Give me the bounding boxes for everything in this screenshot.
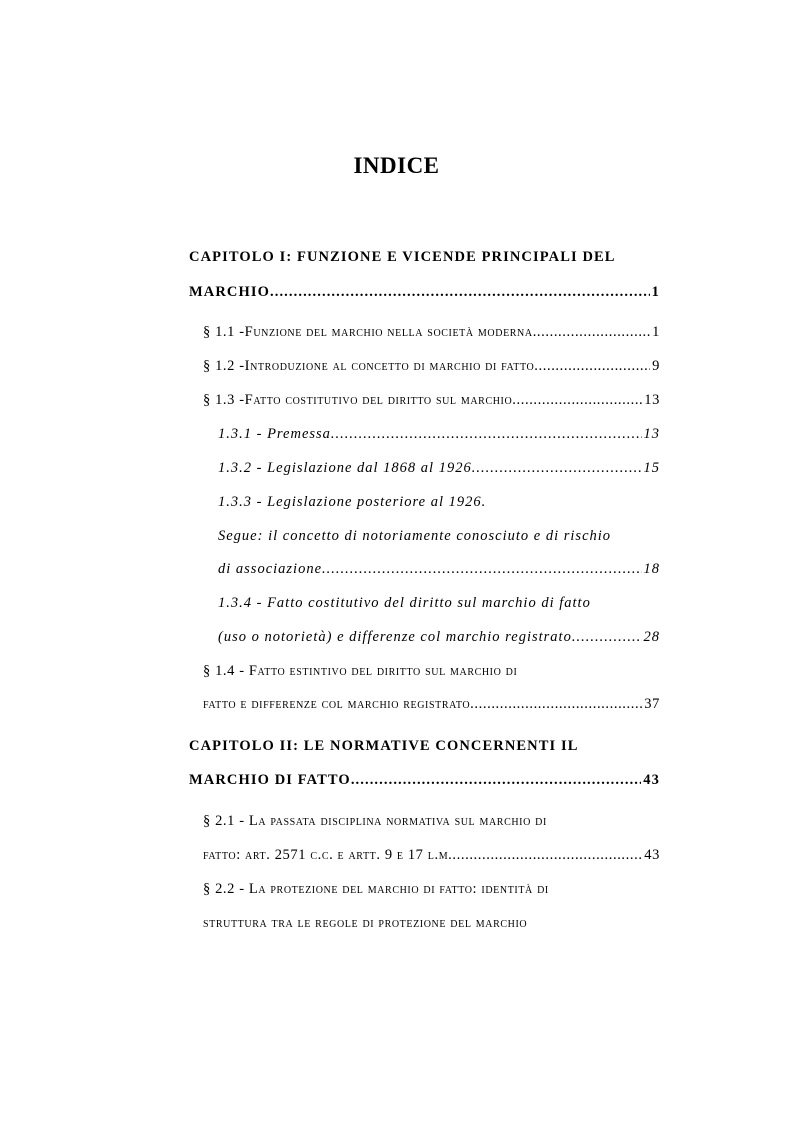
- leader-dots: [572, 627, 642, 647]
- section-number: § 2.1 -: [203, 813, 249, 829]
- page-number: 43: [644, 847, 660, 863]
- subsection-title: 1.3.1 - Premessa.: [218, 426, 336, 442]
- toc-entry-1-3-4[interactable]: [218, 627, 660, 647]
- chapter-1-entry[interactable]: [189, 282, 660, 302]
- subsection-1-3-4-line-1: 1.3.4 - Fatto costitutivo del diritto sul marchio di fatto: [218, 595, 591, 611]
- toc-entry-1-1[interactable]: [203, 322, 660, 342]
- page-number: 9: [652, 358, 660, 374]
- section-title: Fatto costitutivo del diritto sul marchio.: [244, 392, 517, 408]
- leader-dots: [476, 458, 641, 478]
- toc-entry-1-3-1[interactable]: [218, 424, 660, 444]
- section-number: § 1.2 -: [203, 358, 245, 374]
- section-title: La protezione del marchio di fatto: identità di: [248, 881, 549, 897]
- leader-dots: [537, 322, 650, 342]
- leader-dots: [336, 424, 642, 444]
- section-number: § 2.2 -: [203, 881, 249, 897]
- section-1-4-line-1: [203, 661, 517, 681]
- section-title: Fatto estintivo del diritto sul marchio di: [248, 663, 518, 679]
- page-number: 13: [643, 426, 660, 442]
- section-title: Funzione del marchio nella società moderna.: [244, 324, 537, 340]
- section-title-line-2: fatto: art. 2571 c.c. e artt. 9 e 17 l.m.: [203, 847, 453, 863]
- toc-entry-1-3-2[interactable]: [218, 458, 660, 478]
- section-number: § 1.3 -: [203, 392, 245, 408]
- page-number: 1: [651, 284, 660, 300]
- leader-dots: [331, 559, 641, 579]
- section-2-2-line-1: [203, 879, 549, 899]
- chapter-2-title-line-2: MARCHIO DI FATTO: [189, 772, 351, 788]
- toc-entry-1-3-3[interactable]: [218, 559, 660, 579]
- page-number: 43: [643, 772, 660, 788]
- page-number: 13: [644, 392, 660, 408]
- page-title: INDICE: [353, 153, 440, 178]
- chapter-2-title-line-1: CAPITOLO II: LE NORMATIVE CONCERNENTI IL: [189, 738, 579, 754]
- leader-dots: [517, 390, 643, 410]
- leader-dots: [351, 770, 641, 790]
- section-number: § 1.1 -: [203, 324, 245, 340]
- subsection-1-3-3-line-2: Segue: il concetto di notoriamente conosciuto e di rischio: [218, 528, 612, 544]
- chapter-1-title-line-2: MARCHIO: [189, 284, 270, 300]
- toc-entry-1-3[interactable]: [203, 390, 660, 410]
- toc-entry-1-4[interactable]: [203, 694, 660, 714]
- toc-entry-2-1[interactable]: [203, 845, 660, 865]
- leader-dots: [270, 282, 650, 302]
- page-number: 28: [643, 629, 660, 645]
- section-number: § 1.4 -: [203, 663, 249, 679]
- subsection-title-line-2: (uso o notorietà) e differenze col marchio registrato: [218, 629, 572, 645]
- subsection-1-3-3-line-1: 1.3.3 - Legislazione posteriore al 1926.: [218, 494, 487, 510]
- page-number: 1: [652, 324, 660, 340]
- subsection-title: 1.3.2 - Legislazione dal 1868 al 1926.: [218, 460, 477, 476]
- page-number: 15: [643, 460, 660, 476]
- section-title: La passata disciplina normativa sul marchio di: [248, 813, 547, 829]
- leader-dots: [452, 845, 642, 865]
- section-2-2-line-2: [203, 913, 527, 933]
- leader-dots: [539, 356, 651, 376]
- chapter-1-title-line-1: CAPITOLO I: FUNZIONE E VICENDE PRINCIPALI DEL: [189, 249, 616, 265]
- section-title-line-2: struttura tra le regole di protezione del marchio: [203, 915, 528, 931]
- toc-entry-1-2[interactable]: [203, 356, 660, 376]
- section-2-1-line-1: [203, 811, 547, 831]
- section-title-line-2: fatto e differenze col marchio registrato.: [203, 696, 475, 712]
- leader-dots: [474, 694, 642, 714]
- page-number: 37: [644, 696, 660, 712]
- section-title: Introduzione al concetto di marchio di fatto.: [244, 358, 539, 374]
- page-number: 18: [643, 561, 660, 577]
- subsection-title-line-3: di associazione..: [218, 561, 332, 577]
- chapter-2-entry[interactable]: [189, 770, 660, 790]
